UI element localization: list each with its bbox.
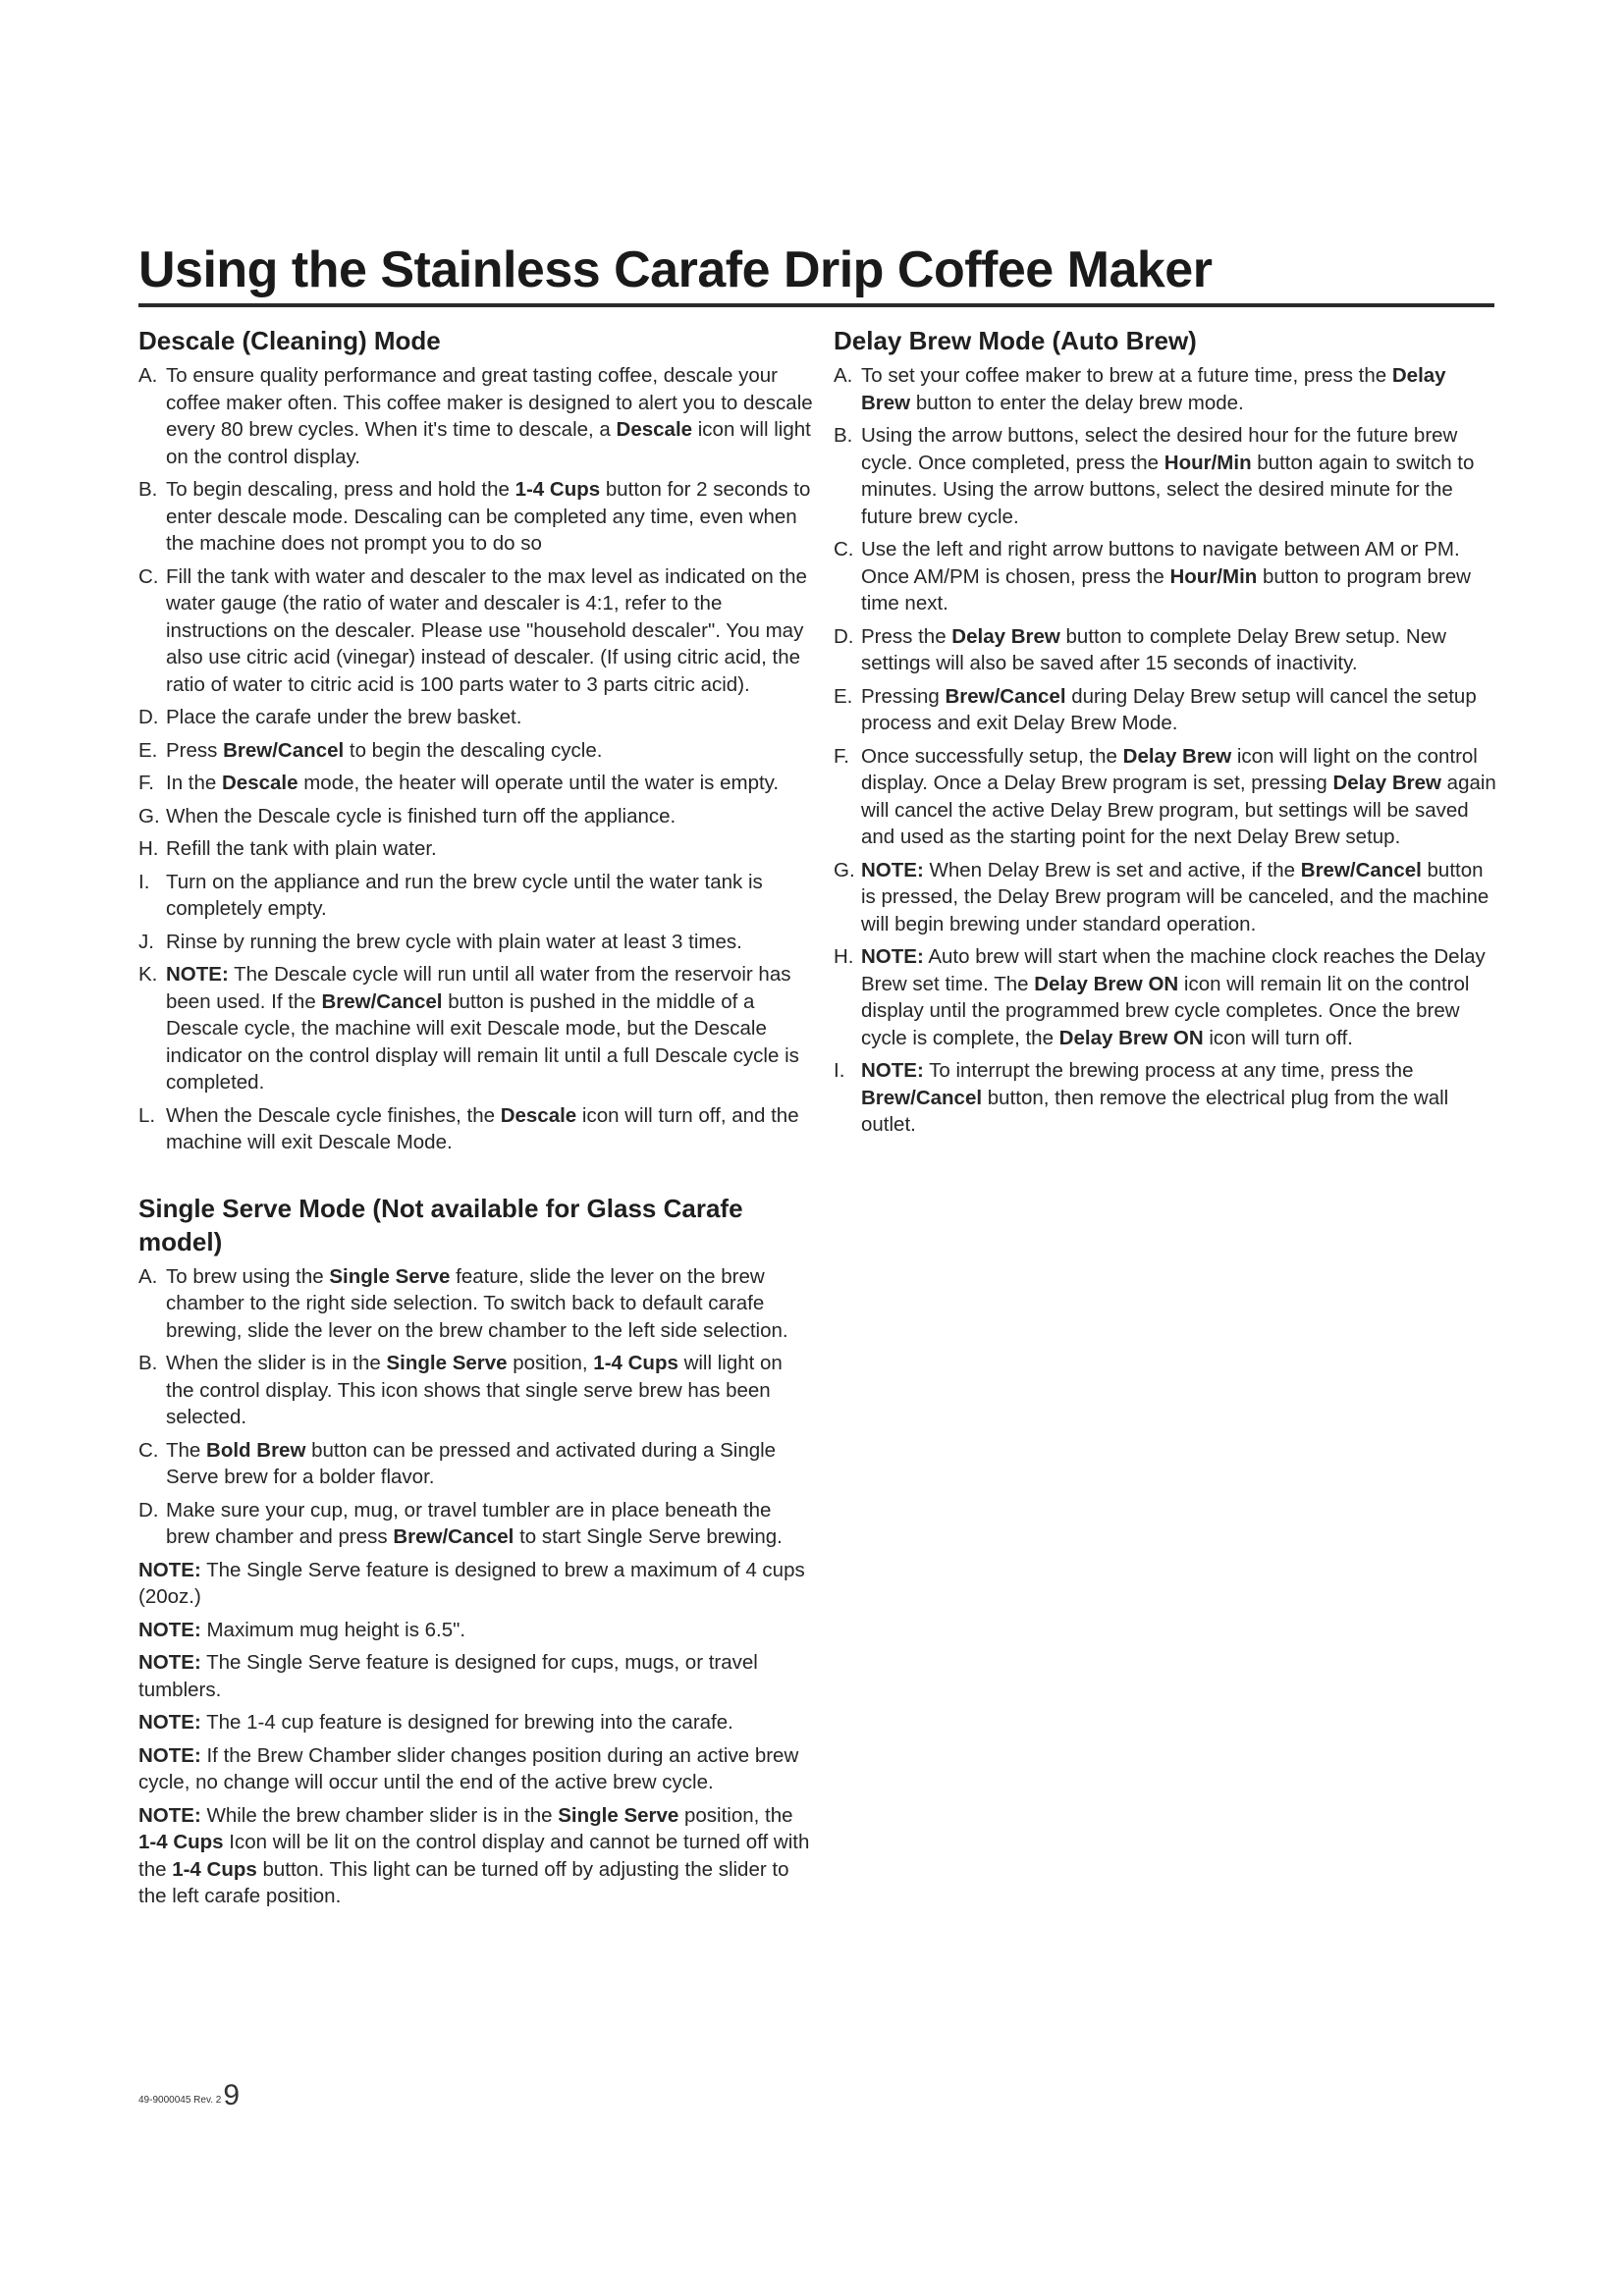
text-run: button for 2 seconds to enter descale mode. Descaling can be completed any time, even when the machine does not prompt you to do so: [166, 478, 811, 555]
text-run: The Single Serve feature is designed for cups, mugs, or travel tumblers.: [138, 1651, 758, 1701]
text-run: To brew using the: [166, 1264, 330, 1288]
item-text: [166, 869, 816, 923]
right-column: [834, 324, 1499, 1145]
text-run: button is pushed in the middle of a Descale cycle, the machine will exit Descale mode, but the Descale indicator on the control display will remain lit until a full Descale cycle is completed.: [166, 989, 799, 1094]
bold-term: Descale: [500, 1103, 577, 1127]
item-marker: D.: [834, 624, 854, 648]
note-paragraph: [138, 1617, 816, 1644]
item-text: [166, 563, 816, 699]
text-run: button to program brew time next.: [861, 564, 1471, 614]
text-run: Icon will be lit on the control display and cannot be turned off with the: [138, 1831, 810, 1881]
text-run: Fill the tank with water and descaler to the max level as indicated on the water gauge (the ratio of water and descaler is 4:1, refer to the instructions on the descaler. Please use "household descaler". You may also use citric acid (vinegar) instead of descaler. (If using citric acid, the ratio of water to citric acid is 100 parts water to 3 parts citric acid).: [166, 564, 807, 696]
text-run: When the Descale cycle is finished turn off the appliance.: [166, 804, 677, 828]
item-text: [166, 1263, 816, 1345]
item-text: [861, 743, 1499, 851]
list-item: [138, 1497, 816, 1551]
text-run: Use the left and right arrow buttons to navigate between AM or PM. Once AM/PM is chosen, press the: [861, 538, 1460, 588]
text-run: position,: [507, 1352, 594, 1374]
text-run: icon will light on the control display.: [166, 418, 811, 468]
list-item: [138, 1350, 816, 1431]
bold-term: Single Serve: [386, 1352, 508, 1374]
item-marker: C.: [834, 538, 854, 561]
list-item: [138, 929, 816, 956]
bold-term: 1-4 Cups: [172, 1857, 257, 1881]
list-item: [138, 362, 816, 470]
text-run: To ensure quality performance and great tasting coffee, descale your coffee maker often. This coffee maker is designed to alert you to descale every 80 brew cycles. When it's time to descale, a: [166, 364, 813, 441]
text-run: icon will turn off, and the machine will exit Descale Mode.: [166, 1103, 799, 1153]
delay-brew-heading: Delay Brew Mode (Auto Brew): [834, 326, 1197, 355]
text-run: icon will light on the control display. Once a Delay Brew program is set, pressing: [861, 744, 1478, 794]
item-text: [861, 536, 1499, 617]
text-run: Turn on the appliance and run the brew cycle until the water tank is completely empty.: [166, 870, 763, 920]
text-run: mode, the heater will operate until the water is empty.: [298, 772, 780, 794]
item-text: [166, 1350, 816, 1431]
text-run: button to enter the delay brew mode.: [910, 391, 1244, 414]
text-run: button can be pressed and activated during a Single Serve brew for a bolder flavor.: [166, 1438, 777, 1488]
item-marker: B.: [834, 424, 853, 447]
text-run: The: [166, 1438, 207, 1462]
item-marker: B.: [138, 1352, 158, 1374]
text-run: feature, slide the lever on the brew chamber to the right side selection. To switch back to default carafe brewing, slide the lever on the brew chamber to the left side selection.: [166, 1264, 788, 1342]
bold-term: Brew/Cancel: [945, 684, 1066, 708]
descale-heading: Descale (Cleaning) Mode: [138, 326, 441, 355]
item-marker: D.: [138, 706, 159, 728]
list-item: [138, 737, 816, 765]
text-run: Press: [166, 738, 224, 762]
item-marker: A.: [138, 1264, 158, 1288]
text-run: Using the arrow buttons, select the desired hour for the future brew cycle. Once completed, press the: [861, 424, 1458, 474]
bold-term: NOTE:: [138, 1618, 201, 1641]
bold-term: Hour/Min: [1169, 564, 1258, 588]
list-item: [834, 422, 1499, 530]
item-text: [166, 835, 816, 863]
item-marker: C.: [138, 1438, 159, 1462]
bold-term: Delay Brew ON: [1034, 972, 1179, 995]
text-run: position, the: [678, 1803, 793, 1827]
bold-term: 1-4 Cups: [514, 478, 601, 501]
note-paragraph: [138, 1802, 816, 1910]
list-item: [138, 869, 816, 923]
text-run: Press the: [861, 624, 952, 648]
text-run: Place the carafe under the brew basket.: [166, 706, 522, 728]
list-item: [834, 943, 1499, 1051]
text-run: Auto brew will start when the machine clock reaches the Delay Brew set time. The: [861, 945, 1486, 995]
text-run: button to complete Delay Brew setup. New settings will also be saved after 15 seconds of inactivity.: [861, 624, 1446, 674]
list-item: [138, 770, 816, 797]
bold-term: Brew/Cancel: [861, 1086, 983, 1109]
bold-term: Single Serve: [329, 1264, 451, 1288]
bold-term: Brew/Cancel: [223, 738, 345, 762]
text-run: button is pressed, the Delay Brew program will be canceled, and the machine will begin brewing under standard operation.: [861, 858, 1489, 935]
bold-term: NOTE:: [138, 1803, 201, 1827]
single-serve-steps: [138, 1263, 816, 1551]
note-paragraph: [138, 1709, 816, 1736]
item-marker: G.: [138, 804, 160, 828]
text-run: Make sure your cup, mug, or travel tumbler are in place beneath the brew chamber and press: [166, 1498, 772, 1548]
text-run: Rinse by running the brew cycle with plain water at least 3 times.: [166, 930, 742, 953]
list-item: [138, 1263, 816, 1345]
item-marker: A.: [834, 364, 853, 387]
bold-term: NOTE:: [861, 1059, 924, 1082]
text-run: When Delay Brew is set and active, if the: [923, 858, 1301, 881]
item-text: [166, 770, 816, 797]
bold-term: NOTE:: [138, 1743, 201, 1767]
note-paragraph: [138, 1742, 816, 1796]
text-run: Pressing: [861, 684, 946, 708]
text-run: Once successfully setup, the: [861, 744, 1123, 768]
item-text: [166, 1102, 816, 1156]
bold-term: Bold Brew: [206, 1438, 306, 1462]
page-footer: [138, 2079, 240, 2112]
list-item: [138, 704, 816, 731]
text-run: Refill the tank with plain water.: [166, 837, 437, 860]
list-item: [138, 563, 816, 699]
item-marker: I.: [834, 1059, 845, 1082]
item-marker: H.: [138, 837, 159, 860]
note-paragraph: [138, 1557, 816, 1611]
item-text: [166, 961, 816, 1096]
item-text: [166, 476, 816, 558]
item-text: [166, 803, 816, 830]
item-text: [861, 362, 1499, 416]
text-run: during Delay Brew setup will cancel the setup process and exit Delay Brew Mode.: [861, 684, 1477, 734]
text-run: To begin descaling, press and hold the: [166, 478, 515, 501]
bold-term: Delay Brew: [951, 624, 1060, 648]
text-run: again will cancel the active Delay Brew program, but settings will be saved and used as the starting point for the next Delay Brew setup.: [861, 772, 1496, 848]
bold-term: Delay Brew: [1122, 744, 1232, 768]
item-text: [861, 1057, 1499, 1139]
text-run: to begin the descaling cycle.: [344, 738, 603, 762]
bold-term: NOTE:: [138, 1558, 201, 1581]
item-marker: I.: [138, 870, 150, 893]
item-text: [861, 943, 1499, 1051]
left-column: [138, 324, 816, 1916]
text-run: Maximum mug height is 6.5".: [200, 1618, 466, 1641]
bold-term: NOTE:: [166, 963, 229, 986]
item-text: [166, 929, 816, 956]
list-item: [834, 683, 1499, 737]
delay-brew-steps: [834, 362, 1499, 1139]
text-run: When the Descale cycle finishes, the: [166, 1103, 501, 1127]
item-text: [166, 704, 816, 731]
page-title: Using the Stainless Carafe Drip Coffee Maker: [138, 241, 1213, 298]
item-text: [166, 1437, 816, 1491]
list-item: [834, 623, 1499, 677]
bold-term: NOTE:: [861, 858, 924, 881]
bold-term: NOTE:: [138, 1651, 201, 1674]
bold-term: Descale: [616, 418, 693, 441]
item-marker: D.: [138, 1498, 159, 1522]
text-run: to start Single Serve brewing.: [514, 1525, 783, 1548]
text-run: button again to switch to minutes. Using the arrow buttons, select the desired minute for the future brew cycle.: [861, 451, 1475, 528]
single-serve-notes: [138, 1557, 816, 1910]
text-run: button. This light can be turned off by adjusting the slider to the left carafe position.: [138, 1857, 789, 1907]
text-run: icon will turn off.: [1203, 1026, 1353, 1049]
item-marker: L.: [138, 1103, 156, 1127]
descale-steps: [138, 362, 816, 1156]
item-text: [861, 857, 1499, 938]
text-run: will light on the control display. This icon shows that single serve brew has been selected.: [166, 1352, 783, 1428]
bold-term: Single Serve: [558, 1803, 679, 1827]
text-run: icon will remain lit on the control display until the programmed brew cycle completes. Once the brew cycle is complete, the: [861, 972, 1470, 1049]
text-run: To interrupt the brewing process at any time, press the: [923, 1059, 1414, 1082]
item-marker: F.: [138, 772, 154, 794]
bold-term: Brew/Cancel: [321, 989, 443, 1013]
page-number: 9: [223, 2079, 241, 2111]
item-marker: G.: [834, 858, 855, 881]
list-item: [138, 835, 816, 863]
list-item: [834, 536, 1499, 617]
item-text: [861, 623, 1499, 677]
list-item: [138, 803, 816, 830]
bold-term: NOTE:: [861, 945, 924, 968]
title-rule: [138, 303, 1494, 307]
item-text: [166, 737, 816, 765]
bold-term: 1-4 Cups: [138, 1831, 224, 1853]
footer-code: 49-9000045 Rev. 2: [138, 2095, 222, 2106]
list-item: [138, 961, 816, 1096]
text-run: The 1-4 cup feature is designed for brewing into the carafe.: [200, 1711, 733, 1734]
note-paragraph: [138, 1649, 816, 1703]
list-item: [834, 1057, 1499, 1139]
item-marker: A.: [138, 364, 158, 387]
item-marker: E.: [138, 738, 158, 762]
item-text: [861, 683, 1499, 737]
list-item: [138, 476, 816, 558]
list-item: [834, 743, 1499, 851]
item-marker: K.: [138, 963, 158, 986]
bold-term: Delay Brew: [1332, 772, 1441, 794]
item-marker: B.: [138, 478, 158, 501]
bold-term: Brew/Cancel: [1300, 858, 1422, 881]
item-text: [166, 1497, 816, 1551]
text-run: To set your coffee maker to brew at a future time, press the: [861, 364, 1392, 387]
list-item: [138, 1437, 816, 1491]
list-item: [138, 1102, 816, 1156]
bold-term: NOTE:: [138, 1711, 201, 1734]
item-marker: J.: [138, 930, 154, 953]
item-marker: F.: [834, 744, 849, 768]
bold-term: Delay Brew: [861, 364, 1446, 414]
item-text: [861, 422, 1499, 530]
item-marker: C.: [138, 564, 159, 588]
text-run: When the slider is in the: [166, 1352, 387, 1374]
bold-term: 1-4 Cups: [593, 1352, 678, 1374]
item-text: [166, 362, 816, 470]
bold-term: Delay Brew ON: [1058, 1026, 1204, 1049]
text-run: The Single Serve feature is designed to brew a maximum of 4 cups (20oz.): [138, 1558, 805, 1608]
item-marker: E.: [834, 684, 853, 708]
bold-term: Brew/Cancel: [393, 1525, 514, 1548]
text-run: If the Brew Chamber slider changes position during an active brew cycle, no change will occur until the end of the active brew cycle.: [138, 1743, 799, 1793]
text-run: While the brew chamber slider is in the: [200, 1803, 559, 1827]
bold-term: Hour/Min: [1164, 451, 1252, 474]
list-item: [834, 857, 1499, 938]
list-item: [834, 362, 1499, 416]
bold-term: Descale: [222, 772, 298, 794]
single-serve-heading: Single Serve Mode (Not available for Glass Carafe model): [138, 1193, 743, 1256]
item-marker: H.: [834, 945, 854, 968]
text-run: button, then remove the electrical plug from the wall outlet.: [861, 1086, 1449, 1136]
text-run: In the: [166, 772, 222, 794]
text-run: The Descale cycle will run until all water from the reservoir has been used. If the: [166, 963, 791, 1013]
